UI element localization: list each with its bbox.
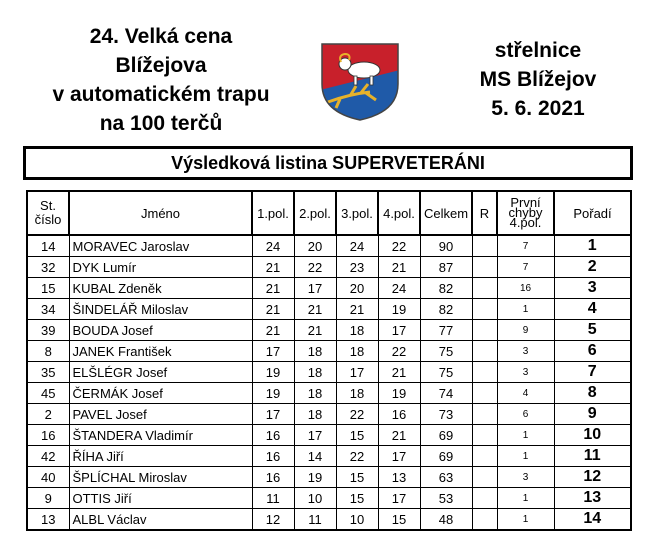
cell-r [472, 425, 497, 446]
cell-r [472, 278, 497, 299]
cell-r [472, 446, 497, 467]
event-title-line: v automatickém trapu [52, 83, 270, 106]
cell-round-2: 18 [294, 383, 336, 404]
col-header-round-4: 4.pol. [378, 191, 420, 235]
cell-round-3: 22 [336, 404, 378, 425]
cell-round-1: 21 [252, 299, 294, 320]
cell-first-errors: 16 [497, 278, 554, 299]
cell-r [472, 404, 497, 425]
cell-name: PAVEL Josef [69, 404, 252, 425]
cell-total: 69 [420, 425, 472, 446]
cell-start-number: 32 [27, 257, 69, 278]
coat-of-arms-ram-icon [320, 42, 400, 122]
cell-round-3: 10 [336, 509, 378, 531]
cell-round-2: 17 [294, 425, 336, 446]
cell-round-4: 21 [378, 257, 420, 278]
cell-round-4: 17 [378, 488, 420, 509]
table-row [27, 509, 631, 531]
event-title-line: na 100 terčů [99, 112, 223, 135]
cell-first-errors: 1 [497, 299, 554, 320]
cell-first-errors: 1 [497, 446, 554, 467]
table-row [27, 404, 631, 425]
cell-place: 12 [554, 467, 631, 488]
cell-name: ŠINDELÁŘ Miloslav [69, 299, 252, 320]
cell-round-3: 15 [336, 488, 378, 509]
cell-first-errors: 6 [497, 404, 554, 425]
cell-place: 6 [554, 341, 631, 362]
cell-round-3: 15 [336, 467, 378, 488]
col-header-start-number: St. číslo [27, 191, 69, 235]
cell-total: 48 [420, 509, 472, 531]
cell-total: 74 [420, 383, 472, 404]
cell-total: 73 [420, 404, 472, 425]
cell-round-1: 17 [252, 404, 294, 425]
cell-round-1: 17 [252, 341, 294, 362]
cell-start-number: 42 [27, 446, 69, 467]
cell-r [472, 257, 497, 278]
cell-round-4: 24 [378, 278, 420, 299]
cell-round-2: 18 [294, 341, 336, 362]
cell-round-2: 10 [294, 488, 336, 509]
cell-start-number: 34 [27, 299, 69, 320]
cell-round-4: 16 [378, 404, 420, 425]
cell-r [472, 341, 497, 362]
cell-round-4: 17 [378, 446, 420, 467]
cell-start-number: 15 [27, 278, 69, 299]
table-row [27, 362, 631, 383]
col-header-r: R [472, 191, 497, 235]
cell-total: 87 [420, 257, 472, 278]
table-row [27, 383, 631, 404]
cell-place: 11 [554, 446, 631, 467]
cell-name: ŠTANDERA Vladimír [69, 425, 252, 446]
cell-start-number: 2 [27, 404, 69, 425]
col-header-place: Pořadí [554, 191, 631, 235]
table-row [27, 446, 631, 467]
cell-round-2: 17 [294, 278, 336, 299]
cell-name: DYK Lumír [69, 257, 252, 278]
cell-round-3: 18 [336, 320, 378, 341]
cell-start-number: 40 [27, 467, 69, 488]
cell-round-3: 23 [336, 257, 378, 278]
cell-round-1: 24 [252, 235, 294, 257]
cell-r [472, 488, 497, 509]
cell-name: MORAVEC Jaroslav [69, 235, 252, 257]
cell-place: 5 [554, 320, 631, 341]
cell-round-1: 16 [252, 467, 294, 488]
cell-round-4: 22 [378, 341, 420, 362]
cell-place: 3 [554, 278, 631, 299]
cell-round-4: 21 [378, 362, 420, 383]
table-row [27, 341, 631, 362]
cell-round-1: 12 [252, 509, 294, 531]
cell-round-2: 18 [294, 362, 336, 383]
cell-round-1: 19 [252, 362, 294, 383]
cell-name: ALBL Václav [69, 509, 252, 531]
cell-name: JANEK František [69, 341, 252, 362]
cell-round-3: 18 [336, 341, 378, 362]
cell-total: 75 [420, 341, 472, 362]
cell-round-4: 19 [378, 383, 420, 404]
cell-total: 53 [420, 488, 472, 509]
cell-start-number: 39 [27, 320, 69, 341]
cell-start-number: 16 [27, 425, 69, 446]
cell-round-1: 16 [252, 446, 294, 467]
cell-total: 69 [420, 446, 472, 467]
cell-place: 7 [554, 362, 631, 383]
col-header-round-2: 2.pol. [294, 191, 336, 235]
table-row [27, 257, 631, 278]
cell-place: 1 [554, 235, 631, 257]
table-row [27, 299, 631, 320]
cell-place: 13 [554, 488, 631, 509]
cell-round-4: 22 [378, 235, 420, 257]
cell-first-errors: 7 [497, 257, 554, 278]
col-header-round-3: 3.pol. [336, 191, 378, 235]
col-header-first-errors: První chyby 4.pol. [497, 191, 554, 235]
cell-round-1: 16 [252, 425, 294, 446]
cell-first-errors: 3 [497, 341, 554, 362]
cell-first-errors: 1 [497, 488, 554, 509]
cell-first-errors: 4 [497, 383, 554, 404]
cell-name: ŘÍHA Jiří [69, 446, 252, 467]
table-row [27, 467, 631, 488]
cell-r [472, 235, 497, 257]
col-header-total: Celkem [420, 191, 472, 235]
cell-r [472, 320, 497, 341]
cell-round-1: 21 [252, 278, 294, 299]
cell-round-1: 21 [252, 257, 294, 278]
cell-place: 2 [554, 257, 631, 278]
cell-round-4: 15 [378, 509, 420, 531]
cell-first-errors: 1 [497, 509, 554, 531]
table-row [27, 235, 631, 257]
cell-place: 10 [554, 425, 631, 446]
cell-round-4: 17 [378, 320, 420, 341]
cell-round-2: 21 [294, 320, 336, 341]
venue-line: střelnice [494, 39, 582, 62]
cell-round-1: 19 [252, 383, 294, 404]
cell-total: 77 [420, 320, 472, 341]
cell-place: 8 [554, 383, 631, 404]
cell-round-4: 13 [378, 467, 420, 488]
cell-first-errors: 1 [497, 425, 554, 446]
cell-name: BOUDA Josef [69, 320, 252, 341]
cell-r [472, 299, 497, 320]
cell-round-3: 20 [336, 278, 378, 299]
cell-round-2: 20 [294, 235, 336, 257]
table-row [27, 425, 631, 446]
cell-place: 14 [554, 509, 631, 531]
col-header-name: Jméno [69, 191, 252, 235]
cell-first-errors: 9 [497, 320, 554, 341]
cell-r [472, 383, 497, 404]
cell-total: 90 [420, 235, 472, 257]
event-date: 5. 6. 2021 [491, 97, 585, 120]
results-body [27, 235, 631, 530]
cell-r [472, 467, 497, 488]
results-banner: Výsledková listina SUPERVETERÁNI [23, 146, 633, 180]
cell-round-3: 24 [336, 235, 378, 257]
cell-name: ELŠLÉGR Josef [69, 362, 252, 383]
cell-round-2: 18 [294, 404, 336, 425]
cell-round-2: 14 [294, 446, 336, 467]
cell-round-2: 22 [294, 257, 336, 278]
event-title-line: 24. Velká cena [89, 25, 233, 48]
cell-start-number: 13 [27, 509, 69, 531]
cell-round-3: 22 [336, 446, 378, 467]
table-header-row [27, 191, 631, 235]
cell-place: 4 [554, 299, 631, 320]
col-header-round-1: 1.pol. [252, 191, 294, 235]
cell-round-2: 19 [294, 467, 336, 488]
cell-total: 75 [420, 362, 472, 383]
cell-name: OTTIS Jiří [69, 488, 252, 509]
cell-round-4: 21 [378, 425, 420, 446]
cell-name: ŠPLÍCHAL Miroslav [69, 467, 252, 488]
cell-round-1: 11 [252, 488, 294, 509]
venue-line: MS Blížejov [479, 68, 597, 91]
cell-round-2: 21 [294, 299, 336, 320]
cell-round-1: 21 [252, 320, 294, 341]
cell-round-3: 15 [336, 425, 378, 446]
cell-total: 63 [420, 467, 472, 488]
cell-place: 9 [554, 404, 631, 425]
cell-start-number: 8 [27, 341, 69, 362]
cell-r [472, 362, 497, 383]
table-row [27, 320, 631, 341]
event-title [20, 22, 302, 138]
cell-round-4: 19 [378, 299, 420, 320]
cell-round-3: 18 [336, 383, 378, 404]
results-table [26, 190, 632, 531]
table-row [27, 488, 631, 509]
venue-info [446, 36, 630, 123]
cell-round-2: 11 [294, 509, 336, 531]
cell-first-errors: 3 [497, 362, 554, 383]
cell-first-errors: 3 [497, 467, 554, 488]
cell-start-number: 14 [27, 235, 69, 257]
event-title-line: Blížejova [115, 54, 207, 77]
cell-first-errors: 7 [497, 235, 554, 257]
cell-total: 82 [420, 299, 472, 320]
cell-name: KUBAL Zdeněk [69, 278, 252, 299]
cell-r [472, 509, 497, 531]
table-row [27, 278, 631, 299]
cell-start-number: 9 [27, 488, 69, 509]
cell-round-3: 17 [336, 362, 378, 383]
cell-start-number: 35 [27, 362, 69, 383]
cell-round-3: 21 [336, 299, 378, 320]
cell-name: ČERMÁK Josef [69, 383, 252, 404]
cell-total: 82 [420, 278, 472, 299]
cell-start-number: 45 [27, 383, 69, 404]
